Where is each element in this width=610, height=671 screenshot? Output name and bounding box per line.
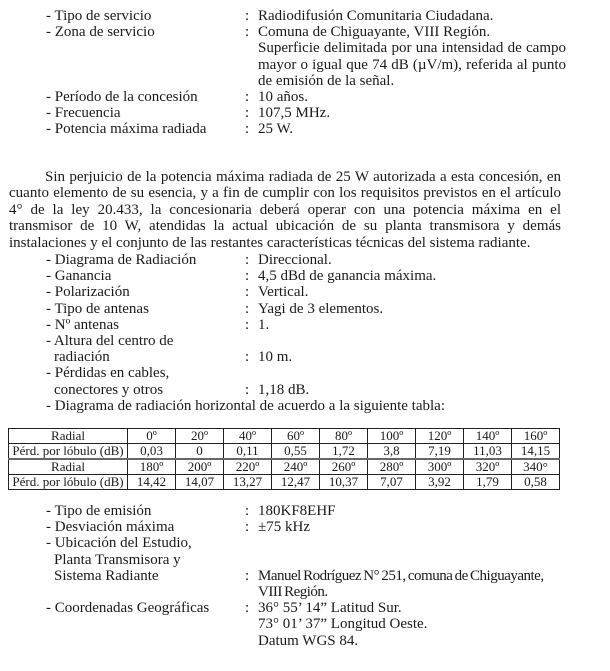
table-cell: 140º <box>464 429 512 444</box>
spec-label: - Ganancia <box>46 268 112 285</box>
spec-row-radiation-height <box>46 333 566 365</box>
table-cell: 7,19 <box>416 444 464 460</box>
table-cell: 13,27 <box>224 475 272 490</box>
table-cell: 40º <box>224 429 272 444</box>
spec-label: - Nº antenas <box>46 316 119 333</box>
row-header: Pérd. por lóbulo (dB) <box>9 444 128 460</box>
table-cell: 300º <box>416 459 464 475</box>
table-cell: 320º <box>464 459 512 475</box>
colon: : <box>245 519 250 536</box>
spec-label: - Tipo de antenas <box>46 300 149 317</box>
table-cell: 10,37 <box>320 475 368 490</box>
spec-value: Direccional. <box>258 252 332 268</box>
spec-value: Vertical. <box>258 284 309 301</box>
spec-label: - Zona de servicio <box>46 24 155 41</box>
table-cell: 0º <box>128 429 176 444</box>
spec-row-concession-period <box>46 89 566 105</box>
table-cell: 0,11 <box>224 444 272 460</box>
spec-value-line: 36° 55’ 14” Latitud Sur. <box>258 600 402 617</box>
emission-spec-list <box>46 503 566 649</box>
spec-row-max-deviation <box>46 519 566 535</box>
spec-label-line: radiación <box>54 349 110 366</box>
colon: : <box>245 600 250 617</box>
spec-label-line: Sistema Radiante <box>54 567 159 584</box>
spec-label: - Potencia máxima radiada <box>46 121 207 138</box>
table-cell: 60º <box>272 429 320 444</box>
spec-label-line: - Altura del centro de <box>46 333 174 350</box>
spec-label: - Polarización <box>46 284 130 301</box>
spec-label <box>46 535 245 584</box>
spec-row-horizontal-pattern <box>46 398 566 414</box>
spec-value <box>258 24 566 89</box>
spec-value <box>258 535 566 600</box>
row-header: Pérd. por lóbulo (dB) <box>9 475 128 490</box>
colon: : <box>245 567 250 584</box>
spec-value: ±75 kHz <box>258 519 310 536</box>
spec-value-line: Superficie delimitada por una intensidad de campo mayor o igual que 74 dB (µV/m), referida al punto de emisión de la señal. <box>258 40 566 89</box>
table-cell: 0,58 <box>512 475 560 490</box>
spec-label <box>46 365 245 397</box>
table-cell: 0,03 <box>128 444 176 460</box>
colon: : <box>245 24 250 41</box>
table-cell: 200º <box>176 459 224 475</box>
spec-row-service-type <box>46 8 566 24</box>
spec-value <box>258 600 566 649</box>
spec-label: - Frecuencia <box>46 105 121 122</box>
colon: : <box>245 105 250 122</box>
colon: : <box>245 316 250 333</box>
colon: : <box>245 300 250 317</box>
spec-label: - Diagrama de radiación horizontal de acuerdo a la siguiente tabla: <box>46 397 445 414</box>
spec-value: 1. <box>258 316 270 333</box>
colon: : <box>245 284 250 301</box>
spec-label-line: - Pérdidas en cables, <box>46 365 170 382</box>
spec-label-line: Planta Transmisora y <box>54 551 181 568</box>
spec-value-line: 73° 01’ 37” Longitud Oeste. <box>258 616 428 633</box>
spec-value-line: Comuna de Chiguayante, VIII Región. <box>258 24 491 41</box>
spec-label: - Tipo de servicio <box>46 8 152 24</box>
spec-value: 107,5 MHz. <box>258 105 331 122</box>
spec-label: - Período de la concesión <box>46 89 198 106</box>
table-cell: 1,79 <box>464 475 512 490</box>
table-cell: 11,03 <box>464 444 512 460</box>
spec-value: 180KF8EHF <box>258 503 336 519</box>
spec-label <box>46 333 245 365</box>
spec-value: 1,18 dB. <box>258 381 310 398</box>
spec-label: - Coordenadas Geográficas <box>46 600 210 617</box>
spec-value-line: Datum WGS 84. <box>258 632 359 649</box>
service-spec-list <box>46 8 566 138</box>
table-row-radial <box>9 429 560 444</box>
table-cell: 3,92 <box>416 475 464 490</box>
table-cell: 0 <box>176 444 224 460</box>
table-cell: 3,8 <box>368 444 416 460</box>
colon: : <box>245 121 250 138</box>
colon: : <box>245 8 250 24</box>
spec-label-line: conectores y otros <box>54 381 164 398</box>
spec-row-emission-type <box>46 503 566 519</box>
table-cell: 20º <box>176 429 224 444</box>
colon: : <box>245 252 250 268</box>
row-header: Radial <box>9 459 128 475</box>
colon: : <box>245 381 250 398</box>
radiation-pattern-table <box>8 428 560 490</box>
spec-label-line: - Ubicación del Estudio, <box>46 535 192 552</box>
row-header: Radial <box>9 429 128 444</box>
table-cell: 12,47 <box>272 475 320 490</box>
colon: : <box>245 349 250 366</box>
table-cell: 14,42 <box>128 475 176 490</box>
spec-value-line: Manuel Rodríguez N° 251, comuna de Chiguayante, <box>258 567 544 584</box>
table-row-loss <box>9 475 560 490</box>
table-cell: 1,72 <box>320 444 368 460</box>
spec-label: - Tipo de emisión <box>46 503 152 519</box>
spec-row-max-power <box>46 121 566 137</box>
spec-row-gain <box>46 268 566 284</box>
spec-value-line: VIII Región. <box>258 584 328 600</box>
table-cell: 260º <box>320 459 368 475</box>
spec-label: - Diagrama de Radiación <box>46 252 197 268</box>
table-cell: 7,07 <box>368 475 416 490</box>
table-cell: 120º <box>416 429 464 444</box>
spec-row-service-zone <box>46 24 566 89</box>
spec-value: 10 m. <box>258 349 293 366</box>
table-cell: 14,07 <box>176 475 224 490</box>
table-cell: 340° <box>512 459 560 475</box>
table-cell: 240º <box>272 459 320 475</box>
table-cell: 160º <box>512 429 560 444</box>
spec-value: 4,5 dBd de ganancia máxima. <box>258 268 437 285</box>
table-cell: 0,55 <box>272 444 320 460</box>
colon: : <box>245 503 250 519</box>
table-cell: 100º <box>368 429 416 444</box>
spec-row-polarization <box>46 284 566 300</box>
spec-row-antenna-type <box>46 301 566 317</box>
table-cell: 280º <box>368 459 416 475</box>
table-cell: 80º <box>320 429 368 444</box>
colon: : <box>245 89 250 106</box>
table-cell: 14,15 <box>512 444 560 460</box>
antenna-spec-list <box>46 252 566 414</box>
spec-value: 10 años. <box>258 89 308 106</box>
table-cell: 220º <box>224 459 272 475</box>
table-cell: 180º <box>128 459 176 475</box>
spec-row-location <box>46 535 566 600</box>
spec-value: 25 W. <box>258 121 294 138</box>
spec-value: Radiodifusión Comunitaria Ciudadana. <box>258 8 494 24</box>
spec-row-antenna-count <box>46 317 566 333</box>
colon: : <box>245 268 250 285</box>
spec-row-cable-losses <box>46 365 566 397</box>
spec-row-coordinates <box>46 600 566 649</box>
table-row-loss <box>9 444 560 460</box>
spec-value: Yagi de 3 elementos. <box>258 300 384 317</box>
table-row-radial <box>9 459 560 475</box>
spec-label: - Desviación máxima <box>46 519 175 536</box>
spec-row-frequency <box>46 105 566 121</box>
power-restriction-paragraph: Sin perjuicio de la potencia máxima radiada de 25 W autorizada a esta concesión, en cuanto elemento de su esencia, y a fin de cumplir con los requisitos previstos en el artículo 4° de la ley 20.433, la concesionaria deberá operar con una potencia máxima en el transmisor de 10 W, atendidas la actual ubicación de su planta transmisora y demás instalaciones y el conjunto de las restantes características técnicas del sistema radiante. <box>9 169 561 251</box>
spec-row-radiation-pattern <box>46 252 566 268</box>
